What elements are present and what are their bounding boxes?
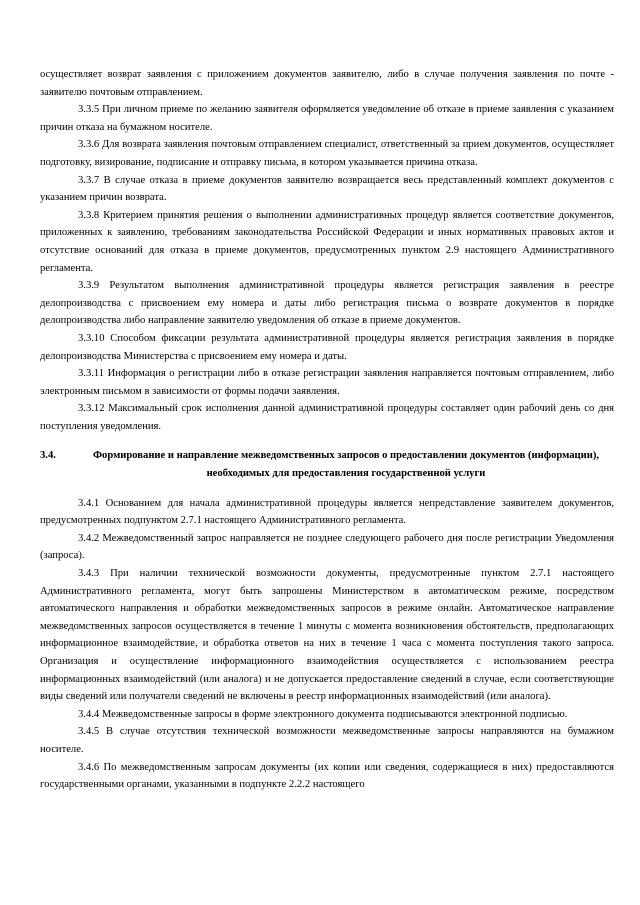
section-heading bbox=[40, 447, 614, 482]
paragraph-3-3-9: 3.3.9 Результатом выполнения административной процедуры является регистрация заявления в реестре делопроизводства с присвоением ему номера и даты либо регистрация письма о возврате документов в порядке делопроизводства либо направление заявителю уведомления об отказе в приеме документов. bbox=[40, 280, 614, 327]
paragraph-3-3-12: 3.3.12 Максимальный срок исполнения данной административной процедуры составляет один рабочий день со дня поступления уведомления. bbox=[40, 403, 614, 432]
paragraph-3-4-5: 3.4.5 В случае отсутствия технической возможности межведомственные запросы направляются на бумажном носителе. bbox=[40, 726, 614, 755]
paragraph-3-3-8: 3.3.8 Критерием принятия решения о выполнении административных процедур является соответствие документов, приложенных к заявлению, требованиям законодательства Российской Федерации и иных нормативных правовых актов и отсутствие оснований для отказа в приеме документов, предусмотренных пунктом 2.9 настоящего Административного регламента. bbox=[40, 209, 614, 274]
paragraph-3-4-3: 3.4.3 При наличии технической возможности документы, предусмотренные пунктом 2.7.1 настоящего Административного регламента, могут быть запрошены Министерством в автоматическом режиме, посредством автоматического направления и обработки межведомственных запросов в режиме онлайн. Автоматическое направление межведомственных запросов осуществляется в течение 1 минуты с момента возникновения обстоятельств, предполагающих информационное взаимодействие, и обработка ответов на них в течение 1 часа с момента поступления такого запроса. Организация и осуществление информационного взаимодействия осуществляется с использованием реестра информационных взаимодействий (или аналога) и не допускается предоставление сведений в случае, если соответствующие виды сведений или получатели сведений не включены в реестр информационных взаимодействий (или аналога). bbox=[40, 568, 614, 703]
paragraphs-before bbox=[40, 66, 614, 435]
paragraph-3-4-1: 3.4.1 Основанием для начала административной процедуры является непредставление заявителем документов, предусмотренных подпунктом 2.7.1 настоящего Административного регламента. bbox=[40, 497, 614, 527]
paragraph-3-3-5: 3.3.5 При личном приеме по желанию заявителя оформляется уведомление об отказе в приеме заявления с указанием причин отказа на бумажном носителе. bbox=[40, 104, 614, 133]
paragraph-3-3-7: 3.3.7 В случае отказа в приеме документов заявителю возвращается весь представленный комплект документов с указанием причин возврата. bbox=[40, 174, 614, 204]
document-page bbox=[40, 66, 614, 794]
paragraph-3-4-2: 3.4.2 Межведомственный запрос направляется не позднее следующего рабочего дня после регистрации Уведомления (запроса). bbox=[40, 532, 614, 562]
paragraph-3-4-6: 3.4.6 По межведомственным запросам документы (их копии или сведения, содержащиеся в них) предоставляются государственными органами, указанными в подпункте 2.2.2 настоящего bbox=[40, 761, 614, 791]
paragraph-continuation: осуществляет возврат заявления с приложением документов заявителю, либо в случае получения заявления по почте - заявителю почтовым отправлением. bbox=[40, 69, 614, 98]
section-number: 3.4. bbox=[40, 450, 56, 462]
paragraph-3-3-6: 3.3.6 Для возврата заявления почтовым отправлением специалист, ответственный за прием документов, осуществляет подготовку, визирование, подписание и отправку письма, в котором указывается причина отказа. bbox=[40, 139, 614, 168]
paragraph-3-3-10: 3.3.10 Способом фиксации результата административной процедуры является регистрация заявления в порядке делопроизводства Министерства с присвоением ему номера и даты. bbox=[40, 332, 614, 362]
paragraphs-after bbox=[40, 495, 614, 794]
section-title: Формирование и направление межведомственных запросов о предоставлении документов (информации), необходимых для предоставления государственной услуги bbox=[92, 450, 600, 480]
paragraph-3-3-11: 3.3.11 Информация о регистрации либо в отказе регистрации заявления направляется почтовым отправлением, либо электронным письмом в зависимости от формы подачи заявления. bbox=[40, 368, 614, 397]
paragraph-3-4-4: 3.4.4 Межведомственные запросы в форме электронного документа подписываются электронной подписью. bbox=[78, 708, 568, 720]
